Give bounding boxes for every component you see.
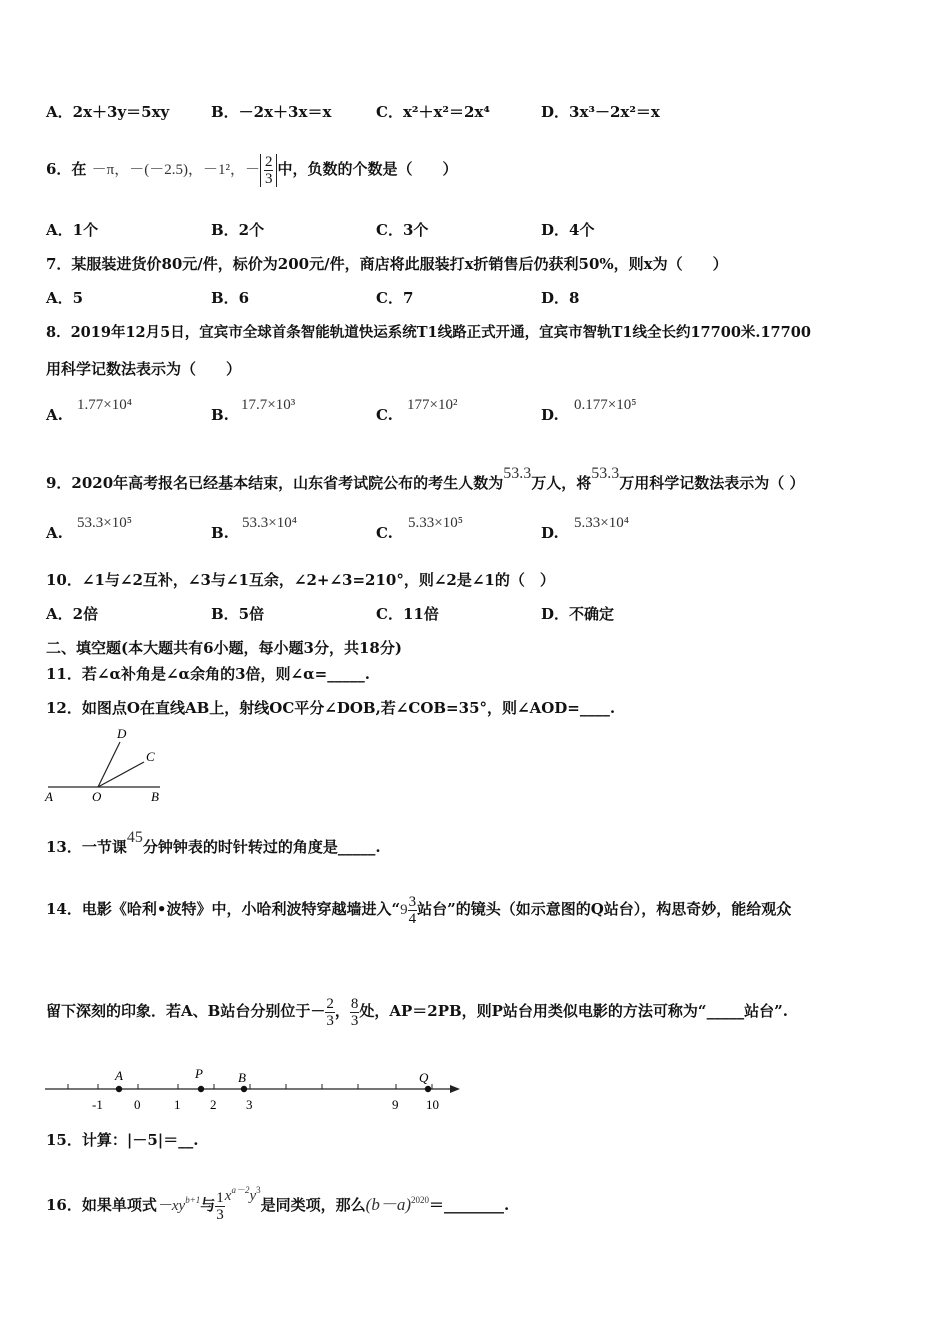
point-b bbox=[241, 1086, 247, 1092]
question-8-line2: 用科学记数法表示为（ ） bbox=[46, 360, 242, 378]
point-a bbox=[116, 1086, 122, 1092]
label-a: A bbox=[45, 789, 53, 804]
label-b: B bbox=[151, 789, 159, 804]
question-14-line2 bbox=[46, 988, 788, 1034]
q10-option-c: C．11倍 bbox=[376, 605, 439, 623]
q16-part1: 16．如果单项式 bbox=[46, 1196, 157, 1214]
q7-option-a: A．5 bbox=[46, 289, 84, 307]
q8-option-a-expr: 1.77×10⁴ bbox=[77, 397, 132, 413]
question-13 bbox=[46, 828, 381, 857]
q5-option-b: B．－2x＋3x＝x bbox=[211, 103, 332, 121]
q9-option-b-expr: 53.3×10⁴ bbox=[242, 515, 297, 531]
q14-b-den: 3 bbox=[350, 1012, 359, 1029]
q14-b-num: 8 bbox=[350, 995, 359, 1012]
question-8-line1: 8．2019年12月5日，宜宾市全球首条智能轨道快运系统T1线路正式开通，宜宾市智轨T1线全长约17700米.17700 bbox=[46, 324, 811, 341]
q6-abs-den: 3 bbox=[264, 170, 273, 187]
q8-option-d-label: D. bbox=[541, 406, 559, 424]
q5-option-d bbox=[541, 102, 660, 122]
q16-exp1: b+1 bbox=[185, 1195, 201, 1205]
section-2-title: 二、填空题(本大题共有6小题，每小题3分，共18分) bbox=[46, 639, 402, 657]
q5-option-a: A．2x＋3y＝5xy bbox=[46, 103, 170, 121]
question-11: 11．若∠α补角是∠α余角的3倍，则∠α=_____. bbox=[46, 665, 370, 683]
q16-exp3: 3 bbox=[256, 1185, 261, 1195]
q16-mono2-x: x bbox=[224, 1188, 232, 1204]
q14-mixed-whole: 9 bbox=[400, 902, 408, 918]
axis-arrow bbox=[450, 1085, 460, 1093]
question-15: 15．计算：|－5|＝__. bbox=[46, 1131, 199, 1149]
q16-part4: ＝________. bbox=[429, 1196, 510, 1214]
q10-option-b: B．5倍 bbox=[211, 605, 265, 623]
q8-option-c-expr: 177×10² bbox=[407, 397, 458, 413]
q9-num2: 53.3 bbox=[591, 465, 620, 482]
question-10: 10．∠1与∠2互补，∠3与∠1互余，∠2+∠3=210°，则∠2是∠1的（ ） bbox=[46, 571, 555, 589]
q5-option-c-label: C． bbox=[376, 103, 403, 121]
q6-prefix: 6．在 bbox=[46, 160, 87, 178]
q14-line2a: 留下深刻的印象．若A、B站台分别位于－ bbox=[46, 1002, 326, 1020]
q16-exp2: a－2 bbox=[231, 1185, 250, 1195]
point-label-p: P bbox=[195, 1066, 203, 1081]
ray-oc bbox=[98, 762, 144, 787]
q7-option-b: B．6 bbox=[211, 289, 250, 307]
q16-exp4: 2020 bbox=[411, 1195, 429, 1205]
q16-mono1: －xy bbox=[156, 1198, 186, 1214]
q16-mono2-y: y bbox=[249, 1188, 257, 1204]
question-9 bbox=[46, 464, 804, 493]
point-q bbox=[425, 1086, 431, 1092]
label-c: C bbox=[146, 749, 155, 764]
label-d: D bbox=[117, 726, 127, 741]
q7-option-d: D．8 bbox=[541, 289, 580, 307]
point-label-q: Q bbox=[419, 1070, 429, 1085]
tick-label-2: 2 bbox=[210, 1097, 217, 1112]
q8-option-d-expr: 0.177×10⁵ bbox=[574, 397, 637, 413]
tick-label-3: 3 bbox=[246, 1097, 253, 1112]
point-label-b: B bbox=[238, 1070, 246, 1085]
q9-option-c-label: C. bbox=[376, 524, 393, 542]
ray-od bbox=[98, 742, 120, 787]
q7-option-c: C．7 bbox=[376, 289, 414, 307]
q9-option-a-expr: 53.3×10⁵ bbox=[77, 515, 132, 531]
point-p bbox=[198, 1086, 204, 1092]
q13-part1: 13．一节课 bbox=[46, 838, 127, 856]
q9-option-b-label: B. bbox=[211, 524, 229, 542]
q6-abs-num: 2 bbox=[264, 153, 273, 170]
q14-a-den: 3 bbox=[326, 1012, 334, 1029]
question-12: 12．如图点O在直线AB上，射线OC平分∠DOB,若∠COB=35°，则∠AOD=____. bbox=[46, 699, 616, 717]
q16-frac-num: 1 bbox=[216, 1189, 224, 1206]
q10-option-d: D．不确定 bbox=[541, 605, 615, 623]
q16-frac-den: 3 bbox=[216, 1206, 224, 1223]
q9-option-c-expr: 5.33×10⁵ bbox=[408, 515, 463, 531]
q8-option-c-label: C. bbox=[376, 406, 393, 424]
q9-part3: 万用科学记数法表示为（ ） bbox=[619, 474, 805, 492]
q5-option-d-label: D． bbox=[541, 103, 570, 121]
q6-option-d: D．4个 bbox=[541, 221, 595, 239]
point-label-a: A bbox=[115, 1068, 123, 1083]
q9-option-d-expr: 5.33×10⁴ bbox=[574, 515, 629, 531]
q14-a-num: 2 bbox=[326, 995, 334, 1012]
tick-label-1: 1 bbox=[174, 1097, 181, 1112]
q13-num: 45 bbox=[126, 829, 143, 846]
q6-terms: －π，－(－2.5)，－1²，－ bbox=[91, 162, 260, 178]
q10-option-a: A．2倍 bbox=[46, 605, 99, 623]
q6-option-a: A．1个 bbox=[46, 221, 99, 239]
q6-abs-value bbox=[260, 154, 278, 187]
q12-figure bbox=[40, 722, 170, 808]
tick-label-10: 10 bbox=[426, 1097, 439, 1112]
q14-part2: 站台”的镜头（如示意图的Q站台），构思奇妙，能给观众 bbox=[417, 900, 792, 918]
label-o: O bbox=[92, 789, 102, 804]
tick-label-0: 0 bbox=[134, 1097, 141, 1112]
q14-number-line bbox=[40, 1062, 470, 1114]
q9-part1: 9．2020年高考报名已经基本结束，山东省考试院公布的考生人数为 bbox=[46, 474, 504, 492]
q14-line2b: 处，AP＝2PB，则P站台用类似电影的方法可称为“_____站台”. bbox=[359, 1002, 788, 1020]
q14-comma: ， bbox=[334, 1002, 350, 1020]
q14-mixed-den: 4 bbox=[408, 910, 417, 927]
q14-part1: 14．电影《哈利•波特》中，小哈利波特穿越墙进入“ bbox=[46, 900, 401, 918]
q9-num1: 53.3 bbox=[503, 465, 532, 482]
q14-mixed-num: 3 bbox=[408, 893, 417, 910]
question-7: 7．某服装进货价80元/件，标价为200元/件，商店将此服装打x折销售后仍获利50%，则x为（ ） bbox=[46, 255, 728, 273]
tick-label-neg1: -1 bbox=[92, 1097, 103, 1112]
q9-option-d-label: D. bbox=[541, 524, 559, 542]
q6-suffix: 中，负数的个数是（ ） bbox=[277, 160, 458, 178]
q16-part3: 是同类项，那么 bbox=[260, 1196, 366, 1214]
q9-option-a-label: A. bbox=[46, 524, 63, 542]
tick-label-9: 9 bbox=[392, 1097, 399, 1112]
question-16 bbox=[46, 1166, 509, 1230]
q16-expr: (b－a) bbox=[365, 1195, 411, 1214]
q8-option-a-label: A. bbox=[46, 406, 63, 424]
q13-part2: 分钟钟表的时针转过的角度是_____. bbox=[142, 838, 381, 856]
q8-option-b-label: B. bbox=[211, 406, 229, 424]
q8-option-b-expr: 17.7×10³ bbox=[241, 397, 296, 413]
q16-part2: 与 bbox=[200, 1196, 216, 1214]
q5-option-c-expr: x²＋x²＝2x⁴ bbox=[402, 103, 490, 121]
q5-option-d-expr: 3x³－2x²＝x bbox=[569, 103, 660, 121]
q6-option-b: B．2个 bbox=[211, 221, 265, 239]
question-6 bbox=[46, 146, 458, 193]
q9-part2: 万人，将 bbox=[531, 474, 592, 492]
q6-option-c: C．3个 bbox=[376, 221, 429, 239]
q5-option-c bbox=[376, 102, 490, 122]
question-14-line1 bbox=[46, 886, 791, 933]
